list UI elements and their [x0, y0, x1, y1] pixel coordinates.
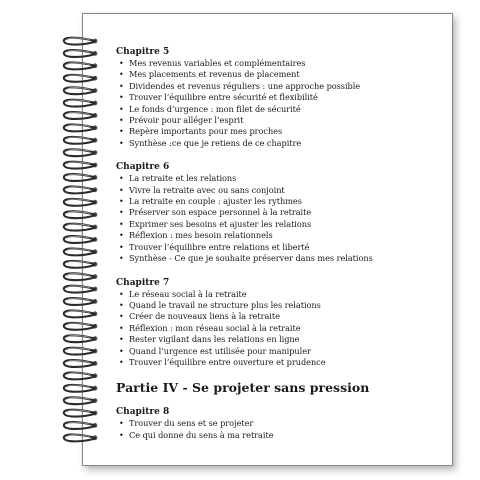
list-item: • Réflexion : mon réseau social à la retraite	[116, 323, 446, 334]
spiral-ring	[64, 62, 98, 69]
list-item: • Le fonds d’urgence : mon filet de sécurité	[116, 104, 446, 115]
list-item: • Dividendes et revenus réguliers : une approche possible	[116, 81, 446, 92]
list-item: • Trouver l’équilibre entre ouverture et prudence	[116, 357, 446, 368]
list-item: • Trouver l’équilibre entre sécurité et flexibilité	[116, 92, 446, 103]
spiral-ring	[64, 422, 98, 429]
chapter-title: Chapitre 7	[116, 277, 170, 288]
spiral-ring	[64, 75, 98, 82]
spiral-ring	[64, 186, 98, 193]
list-item: • Réflexion : mes besoin relationnels	[116, 230, 446, 241]
spiral-ring	[64, 224, 98, 231]
spiral-ring	[64, 286, 98, 293]
list-item: • Mes revenus variables et complémentaires	[116, 58, 446, 69]
list-item: • Mes placements et revenus de placement	[116, 69, 446, 80]
spiral-ring	[64, 385, 98, 392]
spiral-ring	[64, 162, 98, 169]
list-item: • Prévoir pour alléger l’esprit	[116, 115, 446, 126]
list-item: • Rester vigilant dans les relations en ligne	[116, 334, 446, 345]
chapter-title: Chapitre 6	[116, 162, 170, 173]
spiral-ring	[64, 410, 98, 417]
spiral-ring	[64, 360, 98, 367]
spiral-ring	[64, 211, 98, 218]
table-of-contents	[116, 46, 446, 453]
spiral-ring	[64, 124, 98, 131]
chapter-section	[116, 406, 446, 441]
spiral-ring	[64, 310, 98, 317]
list-item: • Ce qui donne du sens à ma retraite	[116, 430, 446, 441]
list-item: • Repère importants pour mes proches	[116, 126, 446, 137]
spiral-ring	[64, 397, 98, 404]
chapter-item-list	[116, 289, 446, 369]
list-item: • Quand l’urgence est utilisée pour manipuler	[116, 346, 446, 357]
spiral-ring	[64, 348, 98, 355]
spiral-ring	[64, 137, 98, 144]
spiral-binding	[0, 0, 120, 480]
spiral-ring	[64, 100, 98, 107]
list-item: • Quand le travail ne structure plus les relations	[116, 300, 446, 311]
spiral-ring	[64, 236, 98, 243]
list-item: • Créer de nouveaux liens à la retraite	[116, 311, 446, 322]
list-item: • Synthèse :ce que je retiens de ce chapitre	[116, 138, 446, 149]
spiral-ring	[64, 38, 98, 45]
spiral-ring	[64, 434, 98, 441]
spiral-ring	[64, 372, 98, 379]
list-item: • Trouver l’équilibre entre relations et liberté	[116, 242, 446, 253]
list-item: • Vivre la retraite avec ou sans conjoint	[116, 185, 446, 196]
chapter-item-list	[116, 173, 446, 264]
chapter-section	[116, 277, 446, 369]
spiral-ring	[64, 50, 98, 57]
spiral-ring	[64, 87, 98, 94]
chapter-item-list	[116, 58, 446, 149]
spiral-ring	[64, 174, 98, 181]
spiral-ring	[64, 149, 98, 156]
chapter-title: Chapitre 8	[116, 407, 170, 418]
spiral-ring	[64, 323, 98, 330]
list-item: • Le réseau social à la retraite	[116, 289, 446, 300]
chapter-section	[116, 46, 446, 149]
chapter-title: Chapitre 5	[116, 47, 170, 57]
chapter-item-list	[116, 418, 446, 441]
spiral-ring	[64, 273, 98, 280]
list-item: • Exprimer ses besoins et ajuster les relations	[116, 219, 446, 230]
spiral-ring	[64, 112, 98, 119]
list-item: • La retraite en couple : ajuster les rythmes	[116, 196, 446, 207]
spiral-ring	[64, 199, 98, 206]
list-item: • Préserver son espace personnel à la retraite	[116, 207, 446, 218]
list-item: • La retraite et les relations	[116, 173, 446, 184]
part-title: Partie IV - Se projeter sans pression	[116, 380, 370, 396]
spiral-ring	[64, 335, 98, 342]
chapter-section	[116, 161, 446, 264]
list-item: • Trouver du sens et se projeter	[116, 418, 446, 429]
list-item: • Synthèse - Ce que je souhaite préserver dans mes relations	[116, 253, 446, 264]
spiral-ring	[64, 248, 98, 255]
spiral-ring	[64, 261, 98, 268]
spiral-ring	[64, 298, 98, 305]
